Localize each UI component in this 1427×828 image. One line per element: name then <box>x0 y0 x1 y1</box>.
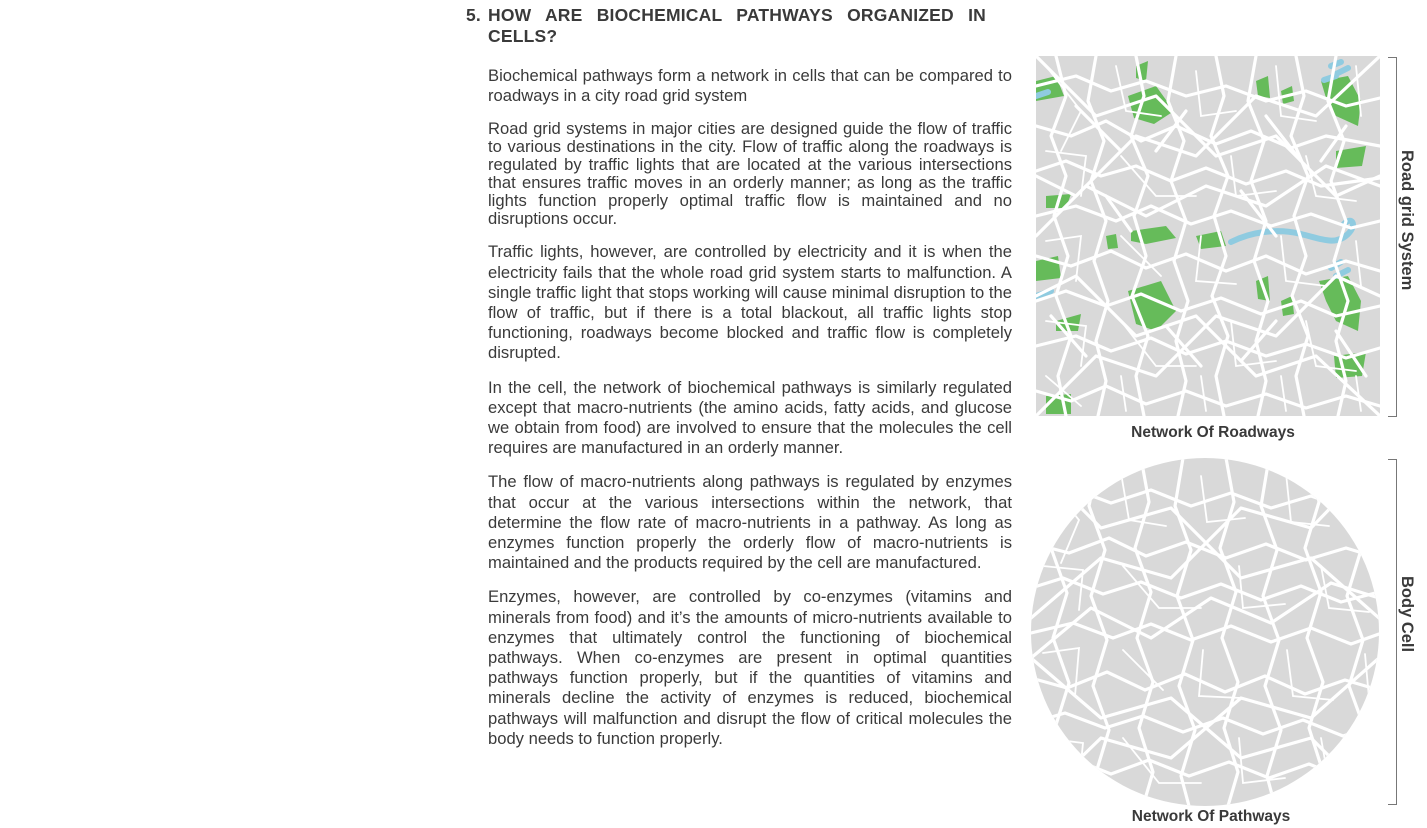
cell-bracket <box>1388 459 1397 805</box>
paragraph: Biochemical pathways form a network in cells that can be compared to roadways in a city road grid system <box>488 66 1012 106</box>
paragraph: In the cell, the network of biochemical pathways is similarly regulated except that macro-nutrients (the amino acids, fatty acids, and glucose we obtain from food) are involved to ensure that the molecules the cell requires are manufactured in an orderly manner. <box>488 377 1012 458</box>
section-title: HOW ARE BIOCHEMICAL PATHWAYS ORGANIZED IN CELLS? <box>488 5 986 46</box>
section-number: 5. <box>466 5 481 25</box>
section-heading <box>466 5 986 47</box>
cell-pathway-network <box>1031 458 1379 806</box>
road-network-map <box>1036 56 1380 416</box>
roads-side-label: Road grid System <box>1398 150 1416 291</box>
roads-caption: Network Of Roadways <box>1131 424 1295 441</box>
paragraph: Traffic lights, however, are controlled by electricity and it is when the electricity fails that the whole road grid system starts to malfunction. A single traffic light that stops working will cause minimal disruption to the flow of traffic, but if there is a total blackout, all traffic lights stop functioning, roadways become blocked and traffic flow is completely disrupted. <box>488 242 1012 363</box>
paragraph: Enzymes, however, are controlled by co-enzymes (vitamins and minerals from food) and it’s the amounts of micro-nutrients available to enzymes that ultimately control the functioning of biochemical pathways. When co-enzymes are present in optimal quantities pathways function properly, but if the quantities of vitamins and minerals decline the activity of enzymes is reduced, biochemical pathways will malfunction and disrupt the flow of critical molecules the body needs to function properly. <box>488 587 1012 748</box>
body-text <box>488 66 1012 763</box>
cell-side-label: Body Cell <box>1398 576 1416 653</box>
roads-bracket <box>1388 57 1397 417</box>
paragraph: Road grid systems in major cities are designed guide the flow of traffic to various destinations in the city. Flow of traffic along the roadways is regulated by traffic lights that are located at the various intersections that ensures traffic moves in an orderly manner; as long as the traffic lights function properly optimal traffic flow is maintained and no disruptions occur. <box>488 119 1012 229</box>
paragraph: The flow of macro-nutrients along pathways is regulated by enzymes that occur at the various intersections within the network, that determine the flow rate of macro-nutrients in a pathway. As long as enzymes function properly the orderly flow of macro-nutrients is maintained and the products required by the cell are manufactured. <box>488 472 1012 573</box>
cell-caption: Network Of Pathways <box>1131 808 1291 825</box>
